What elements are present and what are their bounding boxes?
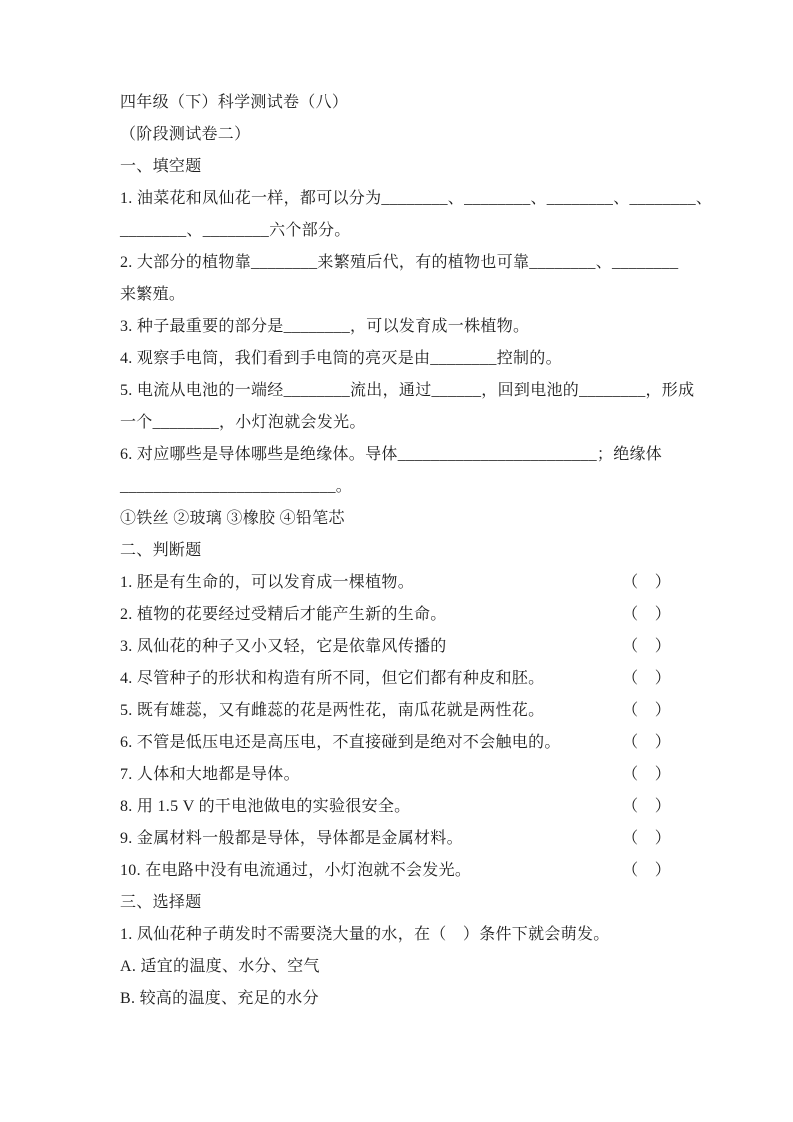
answer-bracket: （ ） xyxy=(622,605,671,623)
judgment-text: 3. 凤仙花的种子又小又轻，它是依靠风传播的 xyxy=(120,637,447,655)
judgment-row xyxy=(120,756,675,788)
section-heading-fill-in: 一、填空题 xyxy=(120,157,202,175)
fill-question-line: 4. 观察手电筒，我们看到手电筒的亮灭是由________控制的。 xyxy=(120,349,562,367)
judgment-text: 10. 在电路中没有电流通过，小灯泡就不会发光。 xyxy=(120,861,472,879)
judgment-row xyxy=(120,660,675,692)
fill-question-line: 2. 大部分的植物靠________来繁殖后代，有的植物也可靠________、________ xyxy=(120,253,679,271)
document-title: 四年级（下）科学测试卷（八） xyxy=(120,93,349,111)
judgment-text: 2. 植物的花要经过受精后才能产生新的生命。 xyxy=(120,605,447,623)
answer-bracket: （ ） xyxy=(622,861,671,879)
judgment-text: 8. 用 1.5 V 的干电池做电的实验很安全。 xyxy=(120,797,411,815)
judgment-row xyxy=(120,820,675,852)
judgment-row xyxy=(120,628,675,660)
document-subtitle: （阶段测试卷二） xyxy=(120,125,251,143)
answer-bracket: （ ） xyxy=(622,797,671,815)
answer-bracket: （ ） xyxy=(622,829,671,847)
fill-question-line: 1. 油菜花和凤仙花一样，都可以分为________、________、________、________、 xyxy=(120,189,713,207)
answer-bracket: （ ） xyxy=(622,733,671,751)
fill-question-line: __________________________。 xyxy=(120,477,353,495)
judgment-row xyxy=(120,596,675,628)
judgment-row xyxy=(120,852,675,884)
choice-option-a: A. 适宜的温度、水分、空气 xyxy=(120,957,320,975)
fill-question-line: ________、________六个部分。 xyxy=(120,221,351,239)
choice-question-line: 1. 凤仙花种子萌发时不需要浇大量的水，在（ ）条件下就会萌发。 xyxy=(120,925,610,943)
fill-option-list: ①铁丝 ②玻璃 ③橡胶 ④铅笔芯 xyxy=(120,509,345,527)
answer-bracket: （ ） xyxy=(622,573,671,591)
section-heading-choice: 三、选择题 xyxy=(120,893,202,911)
answer-bracket: （ ） xyxy=(622,669,671,687)
judgment-text: 6. 不管是低压电还是高压电，不直接碰到是绝对不会触电的。 xyxy=(120,733,561,751)
fill-question-line: 3. 种子最重要的部分是________，可以发育成一株植物。 xyxy=(120,317,530,335)
judgment-text: 9. 金属材料一般都是导体，导体都是金属材料。 xyxy=(120,829,463,847)
answer-bracket: （ ） xyxy=(622,701,671,719)
judgment-text: 4. 尽管种子的形状和构造有所不同，但它们都有种皮和胚。 xyxy=(120,669,545,687)
answer-bracket: （ ） xyxy=(622,637,671,655)
judgment-row xyxy=(120,564,675,596)
judgment-row xyxy=(120,724,675,756)
judgment-row xyxy=(120,788,675,820)
answer-bracket: （ ） xyxy=(622,765,671,783)
judgment-text: 7. 人体和大地都是导体。 xyxy=(120,765,300,783)
fill-question-line: 5. 电流从电池的一端经________流出，通过______，回到电池的________，形成 xyxy=(120,381,695,399)
judgment-text: 5. 既有雄蕊，又有雌蕊的花是两性花，南瓜花就是两性花。 xyxy=(120,701,545,719)
fill-question-line: 一个________，小灯泡就会发光。 xyxy=(120,413,366,431)
fill-question-line: 来繁殖。 xyxy=(120,285,186,303)
choice-option-b: B. 较高的温度、充足的水分 xyxy=(120,989,319,1007)
section-heading-judgment: 二、判断题 xyxy=(120,541,202,559)
judgment-text: 1. 胚是有生命的，可以发育成一棵植物。 xyxy=(120,573,415,591)
fill-question-line: 6. 对应哪些是导体哪些是绝缘体。导体________________________；绝缘体 xyxy=(120,445,663,463)
judgment-row xyxy=(120,692,675,724)
